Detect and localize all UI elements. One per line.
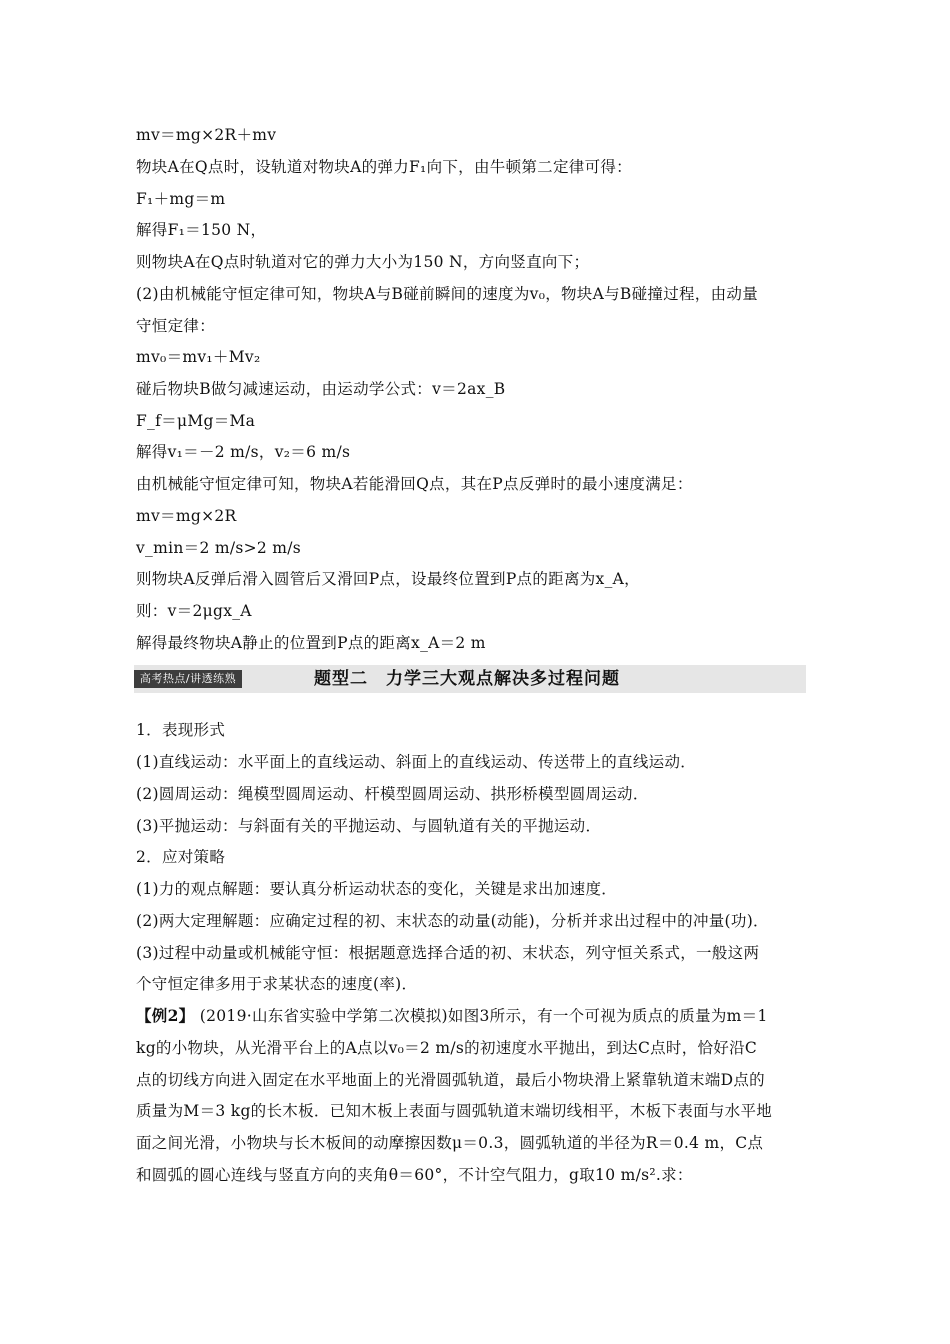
example-text: (2019·山东省实验中学第二次模拟)如图3所示，有一个可视为质点的质量为m＝1: [199, 1007, 768, 1025]
text-line: 由机械能守恒定律可知，物块A若能滑回Q点，其在P点反弹时的最小速度满足：: [136, 475, 693, 493]
text-line: 碰后物块B做匀减速运动，由运动学公式：v＝2ax_B: [136, 380, 506, 398]
text-line: mv₀＝mv₁＋Mv₂: [136, 348, 261, 366]
section-header: [134, 665, 806, 693]
text-line: (1)力的观点解题：要认真分析运动状态的变化，关键是求出加速度．: [136, 880, 618, 898]
text-line: 物块A在Q点时，设轨道对物块A的弹力F₁向下，由牛顿第二定律可得：: [136, 158, 632, 176]
text-line: 则物块A反弹后滑入圆管后又滑回P点，设最终位置到P点的距离为x_A，: [136, 570, 640, 588]
text-line: F_f＝μMg＝Ma: [136, 412, 256, 430]
text-line: 则物块A在Q点时轨道对它的弹力大小为150 N，方向竖直向下；: [136, 253, 590, 271]
text-line: mv＝mg×2R＋mv: [136, 126, 277, 144]
text-line: (3)过程中动量或机械能守恒：根据题意选择合适的初、末状态，列守恒关系式，一般这两: [136, 944, 760, 962]
text-line: 个守恒定律多用于求某状态的速度(率)．: [136, 975, 418, 993]
example-first-line: [136, 1005, 820, 1027]
text-line: 则：v＝2μgx_A: [136, 602, 252, 620]
example-line: kg的小物块，从光滑平台上的A点以v₀＝2 m/s的初速度水平抛出，到达C点时，恰好沿C: [136, 1039, 758, 1057]
example-line: 质量为M＝3 kg的长木板．已知木板上表面与圆弧轨道末端切线相平，木板下表面与水平地: [136, 1102, 773, 1120]
text-line: 2．应对策略: [136, 848, 226, 866]
example-line: 和圆弧的圆心连线与竖直方向的夹角θ＝60°，不计空气阻力，g取10 m/s².求：: [136, 1166, 693, 1184]
section-tag: 高考热点/讲透练熟: [134, 670, 242, 688]
example-line: 面之间光滑，小物块与长木板间的动摩擦因数μ＝0.3，圆弧轨道的半径为R＝0.4 m，C点: [136, 1134, 764, 1152]
text-line: mv＝mg×2R: [136, 507, 237, 525]
section-title: 题型二 力学三大观点解决多过程问题: [314, 669, 620, 689]
text-line: 解得v₁＝－2 m/s，v₂＝6 m/s: [136, 443, 351, 461]
text-line: (2)圆周运动：绳模型圆周运动、杆模型圆周运动、拱形桥模型圆周运动．: [136, 785, 649, 803]
text-line: (2)由机械能守恒定律可知，物块A与B碰前瞬间的速度为v₀，物块A与B碰撞过程，由动量: [136, 285, 758, 303]
text-line: (1)直线运动：水平面上的直线运动、斜面上的直线运动、传送带上的直线运动．: [136, 753, 697, 771]
text-line: (2)两大定理解题：应确定过程的初、末状态的动量(动能)，分析并求出过程中的冲量(功)．: [136, 912, 769, 930]
text-line: v_min＝2 m/s>2 m/s: [136, 539, 302, 557]
text-line: (3)平抛运动：与斜面有关的平抛运动、与圆轨道有关的平抛运动．: [136, 817, 602, 835]
text-line: 1．表现形式: [136, 721, 226, 739]
example-line: 点的切线方向进入固定在水平地面上的光滑圆弧轨道，最后小物块滑上紧靠轨道末端D点的: [136, 1071, 765, 1089]
text-line: 解得F₁＝150 N，: [136, 221, 267, 239]
text-line: 守恒定律：: [136, 317, 216, 335]
example-label: 【例2】: [136, 1006, 195, 1025]
text-line: F₁＋mg＝m: [136, 190, 226, 208]
text-line: 解得最终物块A静止的位置到P点的距离x_A＝2 m: [136, 634, 486, 652]
